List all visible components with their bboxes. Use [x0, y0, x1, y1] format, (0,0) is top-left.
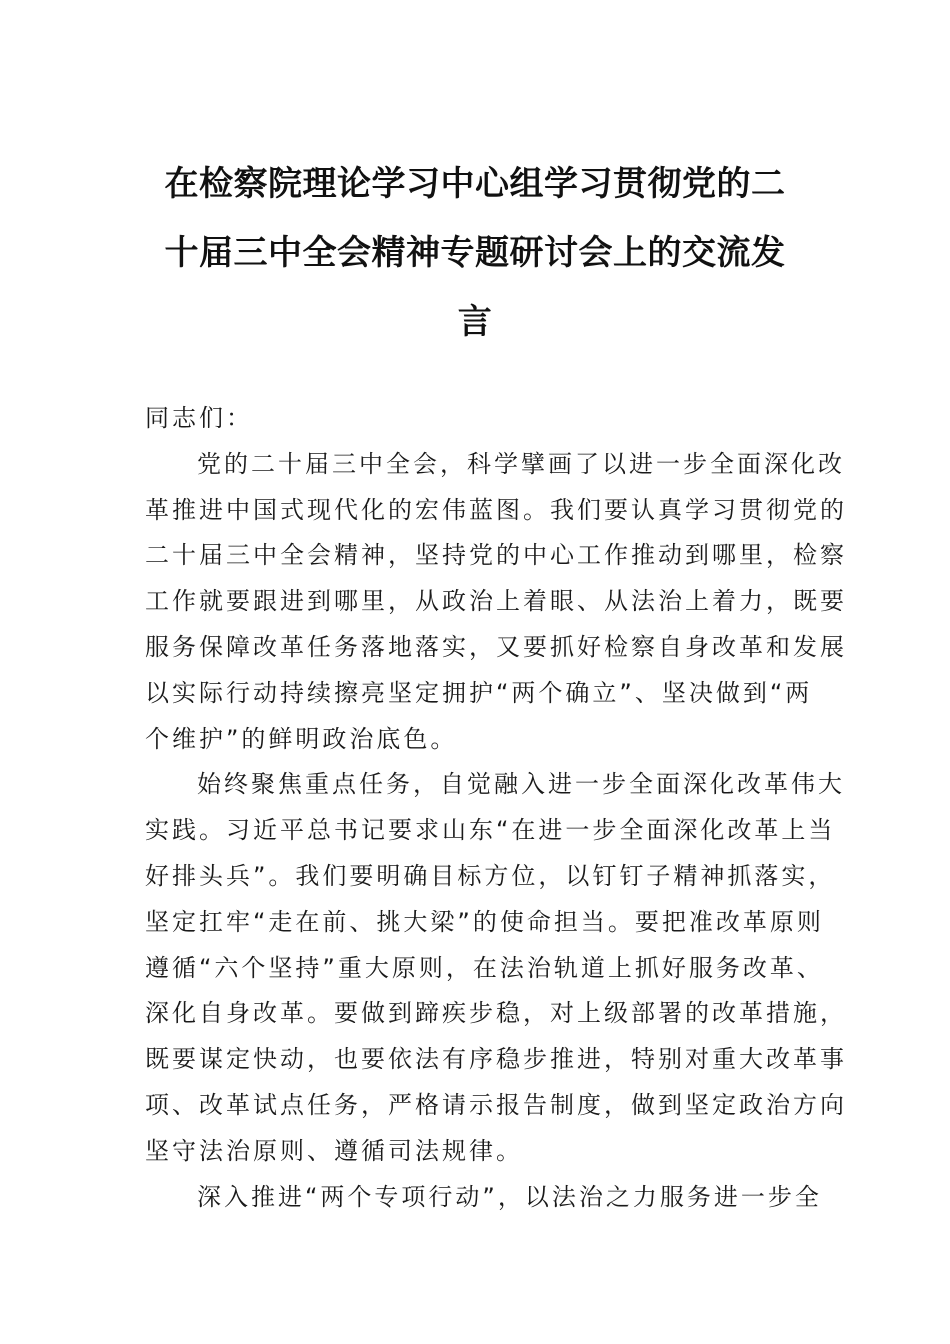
paragraph-2: [145, 762, 847, 1174]
paragraph-line: 服务保障改革任务落地落实，又要抓好检察自身改革和发展: [145, 632, 847, 661]
document-body: [145, 396, 847, 1220]
title-line: 言: [457, 302, 493, 342]
paragraph-line: 个维护”的鲜明政治底色。: [145, 724, 458, 753]
paragraph-line: 深化自身改革。要做到蹄疾步稳，对上级部署的改革措施，: [145, 999, 847, 1028]
paragraph-line: 工作就要跟进到哪里，从政治上着眼、从法治上着力，既要: [145, 587, 847, 616]
salutation: 同志们：: [145, 404, 253, 432]
paragraph-line: 以实际行动持续擦亮坚定拥护“两个确立”、坚决做到“两: [145, 678, 813, 707]
paragraph-line: 始终聚焦重点任务，自觉融入进一步全面深化改革伟大: [197, 770, 845, 799]
paragraph-line: 项、改革试点任务，严格请示报告制度，做到坚定政治方向: [145, 1090, 847, 1119]
paragraph-line: 坚守法治原则、遵循司法规律。: [145, 1136, 523, 1165]
paragraph-line: 革推进中国式现代化的宏伟蓝图。我们要认真学习贯彻党的: [145, 495, 847, 524]
paragraph-line: 二十届三中全会精神，坚持党的中心工作推动到哪里，检察: [145, 541, 847, 570]
paragraph-line: 好排头兵”。我们要明确目标方位，以钉钉子精神抓落实，: [145, 861, 836, 890]
paragraph-1: [145, 442, 847, 763]
paragraph-line: 党的二十届三中全会，科学擘画了以进一步全面深化改: [197, 449, 845, 478]
paragraph-3: [145, 1175, 822, 1221]
document-title: [145, 150, 805, 357]
title-line: 十届三中全会精神专题研讨会上的交流发: [164, 233, 786, 273]
paragraph-line: 深入推进“两个专项行动”，以法治之力服务进一步全: [197, 1182, 822, 1211]
paragraph-line: 实践。习近平总书记要求山东“在进一步全面深化改革上当: [145, 816, 836, 845]
title-line: 在检察院理论学习中心组学习贯彻党的二: [164, 164, 786, 204]
paragraph-line: 遵循“六个坚持”重大原则，在法治轨道上抓好服务改革、: [145, 953, 824, 982]
paragraph-line: 坚定扛牢“走在前、挑大梁”的使命担当。要把准改革原则: [145, 907, 824, 936]
paragraph-line: 既要谋定快动，也要依法有序稳步推进，特别对重大改革事: [145, 1045, 847, 1074]
